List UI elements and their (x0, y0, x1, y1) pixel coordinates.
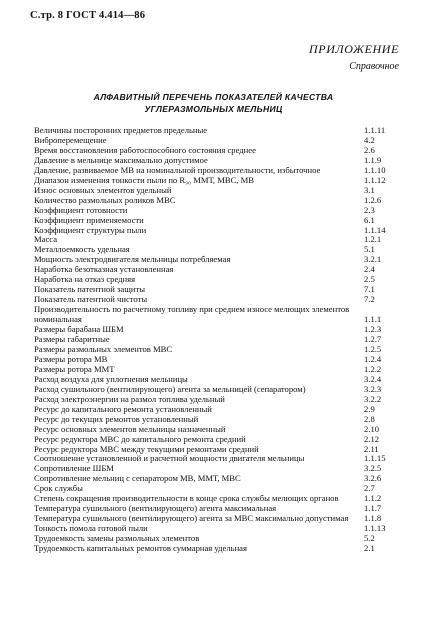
indicator-name: Размеры барабана ШБМ (34, 324, 124, 335)
section-reference: 6.1 (364, 214, 375, 225)
indicator-name: Коэффициент применяемости (34, 214, 144, 225)
section-reference: 3.2.3 (364, 383, 382, 394)
indicator-name: Тонкость помола готовой пыли (34, 523, 148, 534)
indicator-name: Износ основных элементов удельный (34, 184, 172, 195)
section-reference: 7.1 (364, 284, 375, 295)
section-reference: 1.2.1 (364, 234, 382, 245)
indicator-name: Сопротивление мельниц с сепаратором МВ, ММТ, МВС (34, 473, 241, 484)
indicator-name: Показатель патентной чистоты (34, 294, 148, 305)
list-item (34, 474, 404, 484)
indicator-name: Трудоемкость капитальных ремонтов суммарная удельная (34, 543, 247, 554)
document-title (40, 91, 387, 115)
indicator-name: Ресурс основных элементов мельницы назначенный (34, 423, 226, 434)
appendix-subtitle: Справочное (349, 61, 399, 72)
indicator-name: Температура сушильного (вентилирующего) агента максимальная (34, 503, 277, 514)
section-reference: 2.5 (364, 274, 375, 285)
section-reference: 1.2.5 (364, 343, 382, 354)
indicator-name: Количество размольных роликов МВС (34, 194, 176, 205)
indicator-name: Расход воздуха для уплотнения мельницы (34, 373, 188, 384)
indicator-name: Расход сушильного (вентилирующего) агента за мельницей (сепаратором) (34, 383, 306, 394)
indicator-name: Производительность по расчетному топливу при среднем износе мелющих элементов номинальная (34, 304, 350, 325)
section-reference: 3.2.2 (364, 393, 382, 404)
indicator-list (34, 126, 404, 554)
section-reference: 2.10 (364, 423, 380, 434)
indicator-name: Наработка безотказная установленная (34, 264, 174, 275)
section-reference: 1.1.13 (364, 523, 386, 534)
indicator-name: Время восстановления работоспособного состояния среднее (34, 144, 256, 155)
section-reference: 1.1.14 (364, 224, 386, 235)
title-line: УГЛЕРАЗМОЛЬНЫХ МЕЛЬНИЦ (144, 104, 283, 114)
section-reference: 2.7 (364, 483, 375, 494)
indicator-name: Ресурс редуктора МВС до капитального ремонта средний (34, 433, 246, 444)
indicator-name: Величины посторонних предметов предельные (34, 125, 208, 135)
title-line: АЛФАВИТНЫЙ ПЕРЕЧЕНЬ ПОКАЗАТЕЛЕЙ КАЧЕСТВА (93, 92, 334, 102)
indicator-name: Показатель патентной защиты (34, 284, 145, 295)
section-reference: 1.1.10 (364, 164, 386, 175)
section-reference: 3.1 (364, 184, 375, 195)
indicator-name: Давление, развиваемое МВ на номинальной производительности, избыточное (34, 164, 321, 175)
indicator-name: Сопротивление ШБМ (34, 463, 114, 474)
section-reference: 7.2 (364, 294, 375, 305)
indicator-name: Размеры ротора МВ (34, 353, 108, 364)
indicator-name: Размеры габаритные (34, 334, 110, 345)
indicator-name: Ресурс до текущих ремонтов установленный (34, 413, 199, 424)
list-item (34, 305, 404, 325)
indicator-name: Температура сушильного (вентилирующего) агента за МВС максимально допустимая (34, 513, 349, 524)
indicator-name: Соотношение установленной и расчетной мощности двигателя мельницы (34, 453, 305, 464)
list-item (34, 226, 404, 236)
list-item (34, 435, 404, 445)
section-reference: 1.2.4 (364, 353, 382, 364)
section-reference: 3.2.6 (364, 473, 382, 484)
section-reference: 1.1.8 (364, 513, 382, 524)
section-reference: 2.9 (364, 403, 375, 414)
section-reference: 1.1.11 (364, 125, 386, 135)
section-reference: 1.1.1 (364, 314, 382, 325)
page-header: С.тр. 8 ГОСТ 4.414—86 (30, 10, 146, 21)
list-item (34, 544, 404, 554)
indicator-name: Расход электроэнергии на размол топлива удельный (34, 393, 225, 404)
appendix-block (309, 42, 399, 72)
section-reference: 2.11 (364, 443, 379, 454)
indicator-name: Наработка на отказ средняя (34, 274, 136, 285)
section-reference: 2.4 (364, 264, 375, 275)
indicator-name: Степень сокращения производительности в конце срока службы мелющих органов (34, 493, 339, 504)
section-reference: 1.1.15 (364, 453, 386, 464)
section-reference: 3.2.4 (364, 373, 382, 384)
indicator-name: Масса (34, 234, 58, 245)
section-reference: 2.12 (364, 433, 380, 444)
section-reference: 1.2.2 (364, 363, 382, 374)
indicator-name: Коэффициент готовности (34, 204, 128, 215)
section-reference: 1.1.7 (364, 503, 382, 514)
section-reference: 1.1.9 (364, 154, 382, 165)
section-reference: 5.2 (364, 533, 375, 544)
section-reference: 2.6 (364, 144, 375, 155)
indicator-name: Коэффициент структуры пыли (34, 224, 147, 235)
section-reference: 2.3 (364, 204, 375, 215)
section-reference: 1.2.3 (364, 324, 382, 335)
indicator-name: Размеры ротора ММТ (34, 363, 115, 374)
indicator-name: Размеры размольных элементов МВС (34, 343, 173, 354)
indicator-name: Металлоемкость удельная (34, 244, 130, 255)
indicator-name: Давление в мельнице максимально допустимое (34, 154, 208, 165)
section-reference: 3.2.1 (364, 254, 382, 265)
section-reference: 3.2.5 (364, 463, 382, 474)
appendix-title: ПРИЛОЖЕНИЕ (309, 42, 399, 56)
section-reference: 1.2.7 (364, 334, 382, 345)
section-reference: 2.1 (364, 543, 375, 554)
indicator-name: Трудоемкость замены размольных элементов (34, 533, 200, 544)
indicator-name: Ресурс редуктора МВС между текущими ремонтами средний (34, 443, 259, 454)
indicator-name: Ресурс до капитального ремонта установленный (34, 403, 212, 414)
section-reference: 1.1.12 (364, 174, 386, 185)
indicator-name: Диапазон изменения тонкости пыли по R₉₀ ММТ, МВС, МВ (34, 174, 254, 185)
section-reference: 2.8 (364, 413, 375, 424)
indicator-name: Виброперемещение (34, 134, 107, 145)
section-reference: 1.1.2 (364, 493, 382, 504)
section-reference: 4.2 (364, 134, 375, 145)
indicator-name: Срок службы (34, 483, 83, 494)
section-reference: 1.2.6 (364, 194, 382, 205)
section-reference: 5.1 (364, 244, 375, 255)
indicator-name: Мощность электродвигателя мельницы потребляемая (34, 254, 231, 265)
